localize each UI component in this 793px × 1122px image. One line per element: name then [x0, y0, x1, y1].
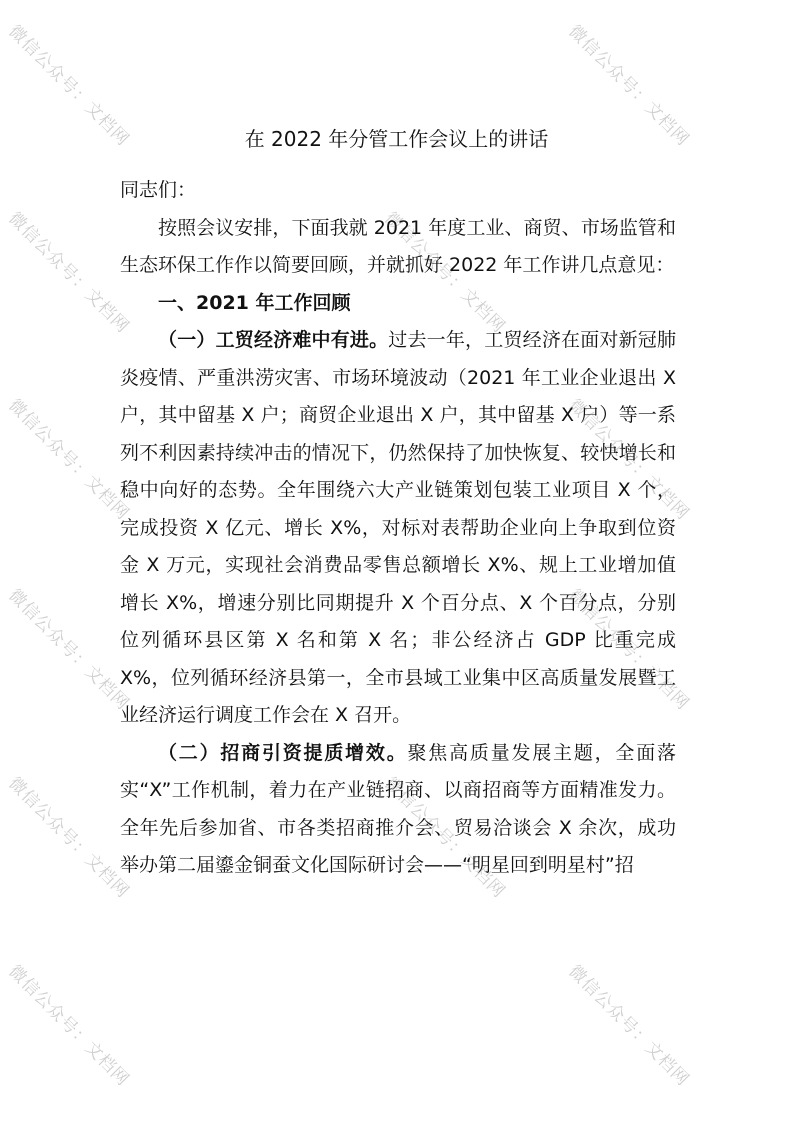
body-paragraph	[120, 735, 676, 885]
subsection-heading: （一）工贸经济难中有进。	[158, 329, 389, 351]
watermark: 微信公众号：文档网	[564, 961, 694, 1091]
document-body	[120, 172, 676, 885]
salutation: 同志们：	[120, 179, 197, 201]
watermark: 微信公众号：文档网	[380, 773, 510, 903]
body-paragraph	[120, 322, 676, 735]
watermark: 微信公众号：文档网	[4, 208, 134, 338]
watermark: 微信公众号：文档网	[380, 208, 510, 338]
intro-paragraph: 按照会议安排，下面我就 2021 年度工业、商贸、市场监管和生态环保工作作以简要回顾，并就抓好 2022 年工作讲几点意见：	[120, 216, 676, 276]
paragraph-text: 聚焦高质量发展主题，全面落实“X”工作机制，着力在产业链招商、以商招商等方面精准发力。全年先后参加省、市各类招商推介会、贸易洽谈会 X 余次，成功举办第二届鎏金铜蚕文化国际研讨会——“明星回到明星村”招	[120, 741, 676, 876]
watermark: 微信公众号：文档网	[564, 395, 694, 525]
document-title: 在 2022 年分管工作会议上的讲话	[244, 127, 549, 151]
watermark: 微信公众号：文档网	[4, 395, 134, 525]
subsection-heading: （二）招商引资提质增效。	[158, 741, 408, 764]
watermark: 微信公众号：文档网	[564, 21, 694, 151]
watermark: 微信公众号：文档网	[4, 773, 134, 903]
watermark: 微信公众号：文档网	[4, 585, 134, 715]
section-heading: 一、2021 年工作回顾	[158, 291, 351, 314]
paragraph-text: 过去一年，工贸经济在面对新冠肺炎疫情、严重洪涝灾害、市场环境波动（2021 年工业企业退出 X 户，其中留基 X 户；商贸企业退出 X 户，其中留基 X 户）等一系列不利因素持续冲击的情况下，仍然保持了加快恢复、较快增长和稳中向好的态势。全年围绕六大产业链策划包装工业项目 X 个，完成投资 X 亿元、增长 X%，对标对表帮助企业向上争取到位资金 X 万元，实现社会消费品零售总额增长 X%、规上工业增加值增长 X%，增速分别比同期提升 X 个百分点、X 个百分点，分别位列循环县区第 X 名和第 X 名；非公经济占 GDP 比重完成 X%，位列循环经济县第一，全市县域工业集中区高质量发展暨工业经济运行调度工作会在 X 召开。	[120, 329, 676, 726]
watermark: 微信公众号：文档网	[564, 585, 694, 715]
watermark: 微信公众号：文档网	[4, 961, 134, 1091]
watermark: 微信公众号：文档网	[4, 21, 134, 151]
